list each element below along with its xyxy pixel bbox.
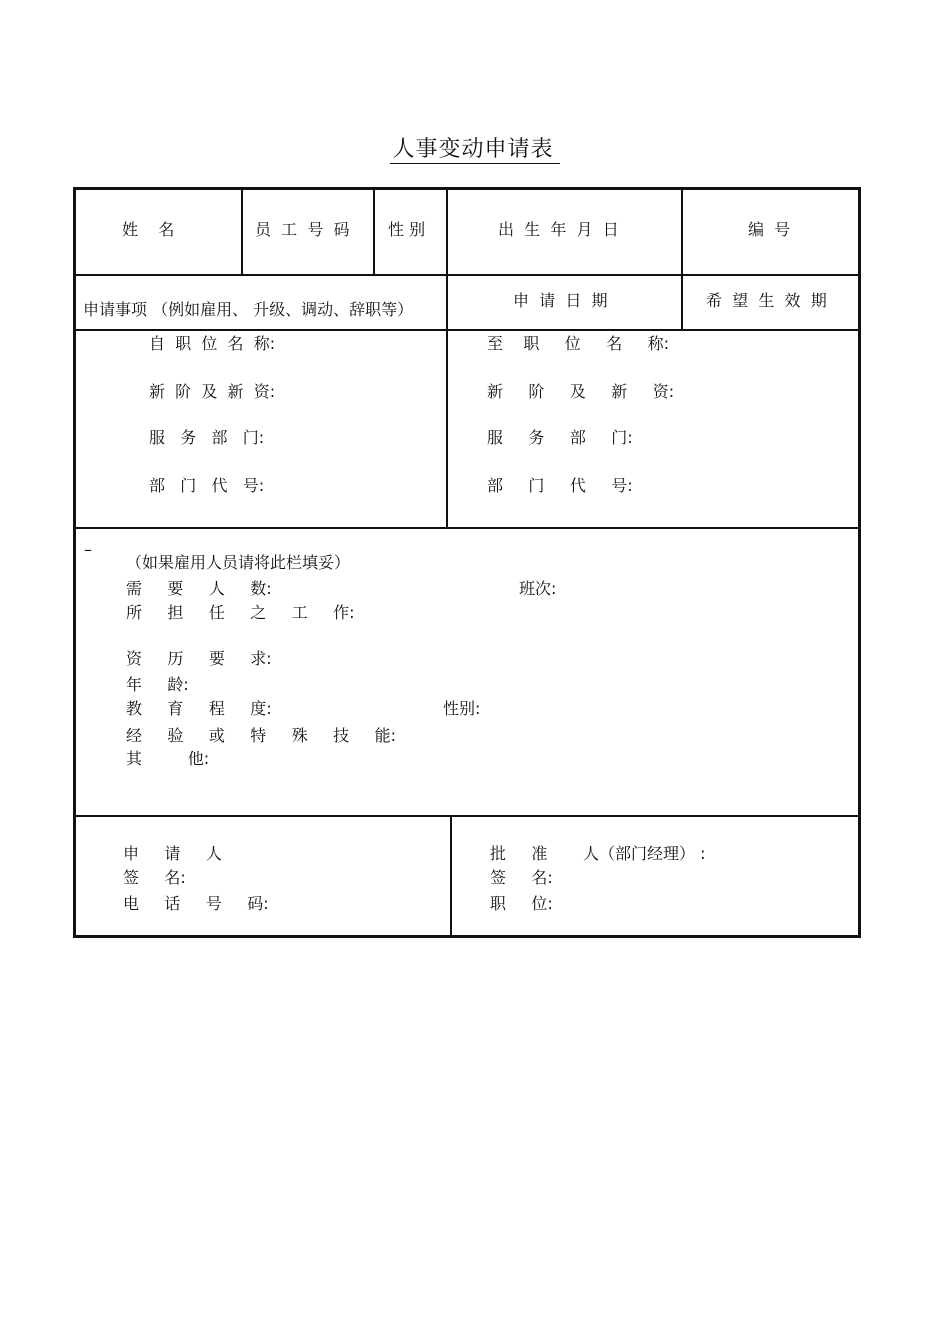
- from-dept-code-label: 部 门 代 号:: [149, 476, 265, 495]
- applicant-phone-label: 电 话 号 码:: [123, 894, 269, 913]
- col-divider: [446, 190, 448, 527]
- headcount-label: 需 要 人 数:: [126, 579, 272, 598]
- duty-label: 所 担 任 之 工 作:: [126, 603, 355, 622]
- row-divider: [76, 815, 858, 817]
- hr-change-form: [73, 187, 861, 938]
- col-divider: [450, 815, 452, 935]
- row-divider: [76, 329, 858, 331]
- from-grade-salary-label: 新 阶 及 新 资:: [149, 382, 276, 401]
- row-divider: [76, 274, 858, 276]
- effective-date-label: 希 望 生 效 期: [706, 291, 827, 310]
- to-department-label: 服 务 部 门:: [487, 428, 633, 447]
- to-position-label: 至 职 位 名 称:: [487, 334, 670, 353]
- from-position-label: 自 职 位 名 称:: [149, 334, 276, 353]
- dash-mark: –: [84, 540, 92, 559]
- approver-label: 批 准 人（部门经理） :: [490, 844, 706, 863]
- qualification-label: 资 历 要 求:: [126, 649, 272, 668]
- col-divider: [241, 190, 243, 274]
- applicant-label: 申 请 人: [123, 844, 222, 863]
- to-grade-salary-label: 新 阶 及 新 资:: [487, 382, 675, 401]
- applicant-signature-label: 签 名:: [123, 868, 186, 887]
- approver-position-label: 职 位:: [490, 894, 553, 913]
- approver-signature-label: 签 名:: [490, 868, 553, 887]
- to-dept-code-label: 部 门 代 号:: [487, 476, 633, 495]
- col-divider: [681, 190, 683, 329]
- gender-header: 性 别: [388, 220, 426, 239]
- from-department-label: 服 务 部 门:: [149, 428, 265, 447]
- name-header: 姓 名: [122, 220, 175, 239]
- serial-no-header: 编 号: [748, 220, 791, 239]
- education-label: 教 育 程 度:: [126, 699, 272, 718]
- employee-no-header: 员 工 号 码: [255, 220, 350, 239]
- row-divider: [76, 527, 858, 529]
- hiring-gender-label: 性别:: [443, 699, 481, 718]
- request-item-label: 申请事项 （例如雇用、 升级、调动、辞职等）: [83, 300, 414, 319]
- other-label: 其 他:: [126, 749, 210, 768]
- hiring-note: （如果雇用人员请将此栏填妥）: [126, 553, 351, 572]
- col-divider: [373, 190, 375, 274]
- experience-label: 经 验 或 特 殊 技 能:: [126, 726, 396, 745]
- birth-date-header: 出 生 年 月 日: [498, 220, 619, 239]
- age-label: 年 龄:: [126, 675, 189, 694]
- apply-date-label: 申 请 日 期: [513, 291, 608, 310]
- shift-label: 班次:: [519, 579, 557, 598]
- page-title: 人事变动申请表: [0, 132, 950, 163]
